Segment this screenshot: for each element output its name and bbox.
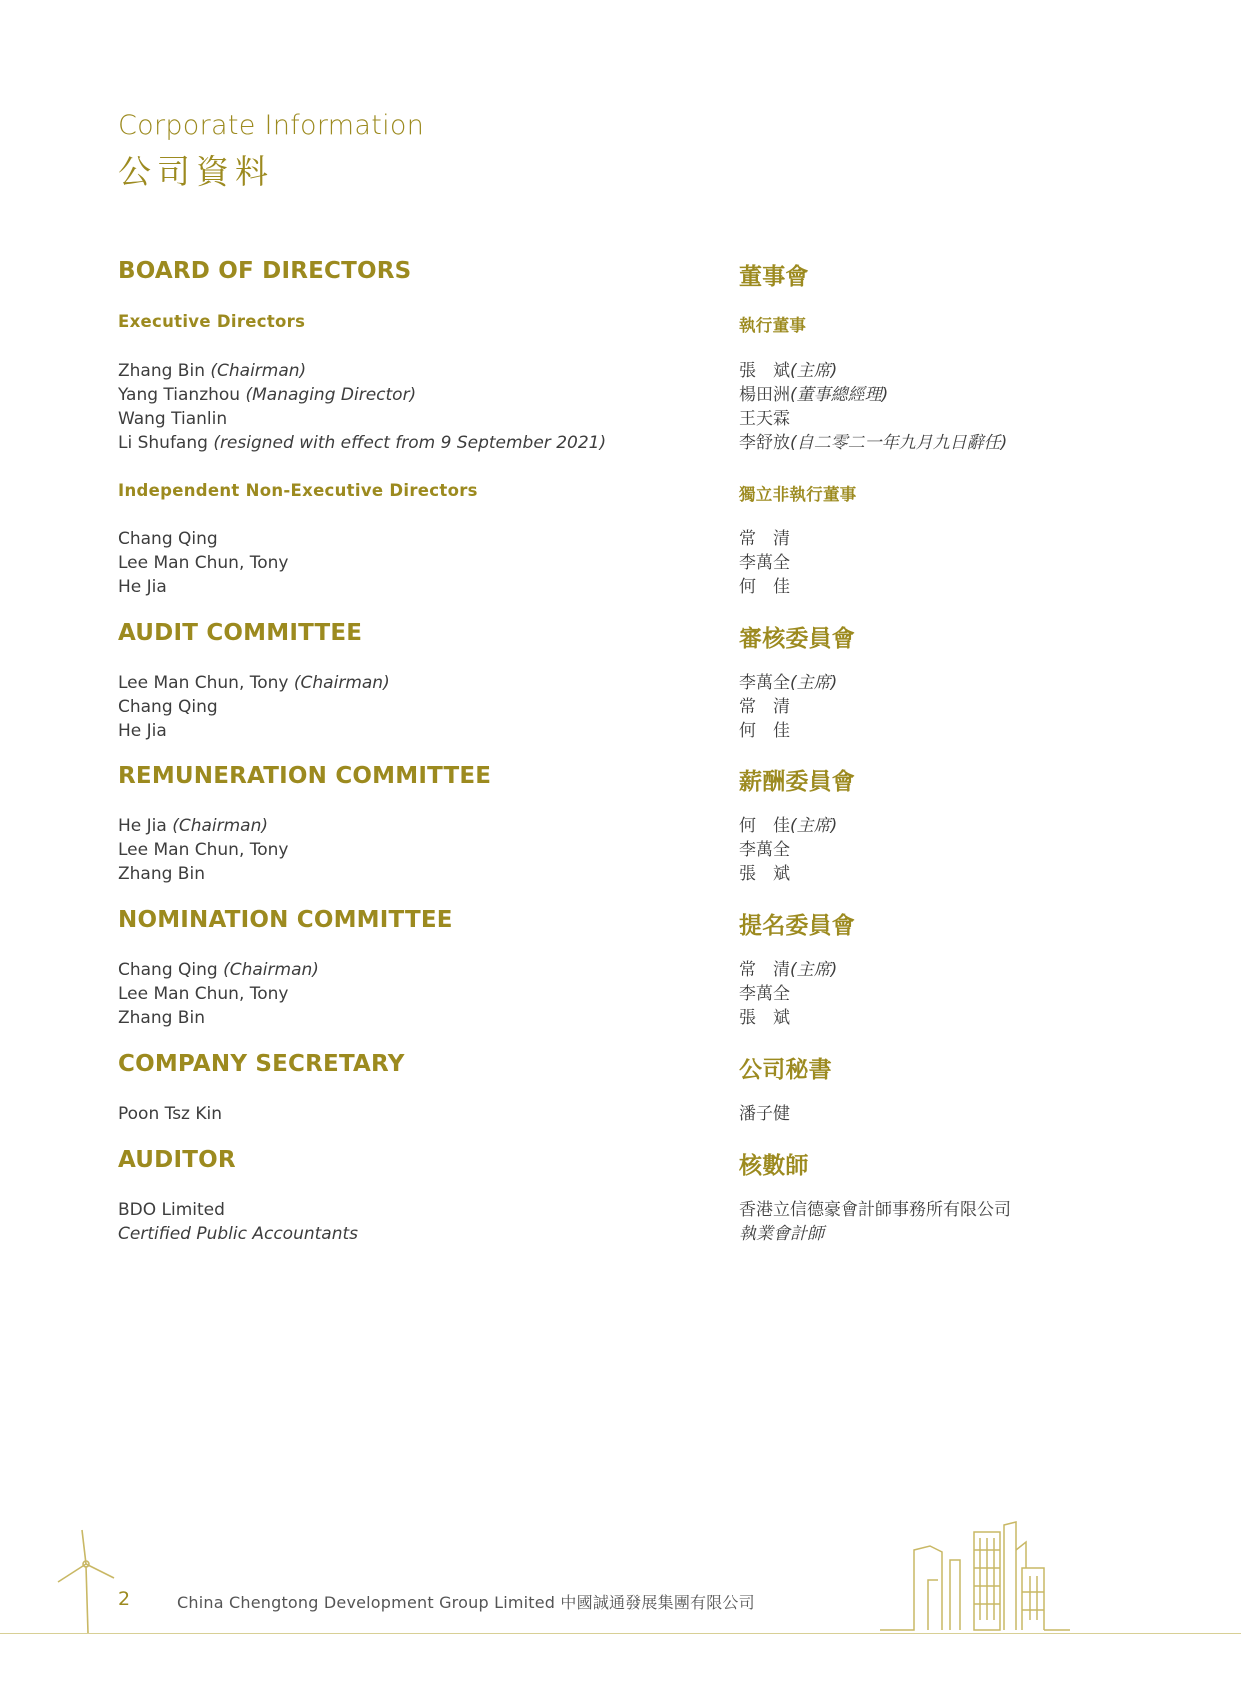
- remuneration-member-3: Zhang Bin: [118, 864, 205, 884]
- exec-director-4: Li Shufang (resigned with effect from 9 September 2021): [118, 433, 607, 453]
- exec-director-zh-1: 張 斌(主席): [739, 361, 838, 381]
- exec-director-3: Wang Tianlin: [118, 409, 228, 429]
- ined-heading-en: Independent Non-Executive Directors: [118, 481, 478, 500]
- nomination-heading-en: NOMINATION COMMITTEE: [118, 907, 453, 933]
- remuneration-member-1: He Jia (Chairman): [118, 816, 269, 836]
- ined-heading-zh: 獨立非執行董事: [739, 485, 857, 504]
- city-buildings-icon: [880, 1520, 1100, 1635]
- exec-director-1: Zhang Bin (Chairman): [118, 361, 307, 381]
- secretary-name-zh: 潘子健: [739, 1104, 790, 1124]
- page-number: 2: [118, 1588, 131, 1610]
- board-heading-zh: 董事會: [739, 264, 809, 290]
- auditor-desc-zh: 執業會計師: [739, 1224, 824, 1244]
- audit-heading-zh: 審核委員會: [739, 626, 855, 652]
- ined-zh-2: 李萬全: [739, 553, 790, 573]
- board-heading-en: BOARD OF DIRECTORS: [118, 258, 412, 284]
- exec-director-zh-4: 李舒放(自二零二一年九月九日辭任): [739, 433, 1008, 453]
- remuneration-member-zh-1: 何 佳(主席): [739, 816, 838, 836]
- audit-member-zh-2: 常 清: [739, 697, 790, 717]
- exec-heading-zh: 執行董事: [739, 316, 807, 335]
- remuneration-heading-zh: 薪酬委員會: [739, 769, 855, 795]
- exec-heading-en: Executive Directors: [118, 312, 306, 331]
- remuneration-member-zh-3: 張 斌: [739, 864, 790, 884]
- nomination-member-zh-1: 常 清(主席): [739, 960, 838, 980]
- ined-zh-1: 常 清: [739, 529, 790, 549]
- remuneration-member-2: Lee Man Chun, Tony: [118, 840, 289, 860]
- audit-member-3: He Jia: [118, 721, 167, 741]
- audit-member-1: Lee Man Chun, Tony (Chairman): [118, 673, 390, 693]
- exec-director-zh-2: 楊田洲(董事總經理): [739, 385, 889, 405]
- remuneration-member-zh-2: 李萬全: [739, 840, 790, 860]
- auditor-desc: Certified Public Accountants: [118, 1224, 359, 1244]
- nomination-member-1: Chang Qing (Chairman): [118, 960, 319, 980]
- page-title-zh: 公司資料: [118, 152, 274, 191]
- nomination-heading-zh: 提名委員會: [739, 913, 855, 939]
- nomination-member-2: Lee Man Chun, Tony: [118, 984, 289, 1004]
- nomination-member-zh-2: 李萬全: [739, 984, 790, 1004]
- auditor-name-zh: 香港立信德豪會計師事務所有限公司: [739, 1200, 1011, 1220]
- wind-turbine-icon: [52, 1528, 132, 1636]
- auditor-name: BDO Limited: [118, 1200, 225, 1220]
- remuneration-heading-en: REMUNERATION COMMITTEE: [118, 763, 492, 789]
- ined-2: Lee Man Chun, Tony: [118, 553, 289, 573]
- audit-member-zh-3: 何 佳: [739, 721, 790, 741]
- nomination-member-3: Zhang Bin: [118, 1008, 205, 1028]
- page-title-en: Corporate Information: [118, 110, 425, 141]
- audit-member-2: Chang Qing: [118, 697, 218, 717]
- ined-zh-3: 何 佳: [739, 577, 790, 597]
- ined-3: He Jia: [118, 577, 167, 597]
- footer-divider: [0, 1633, 1241, 1634]
- exec-director-zh-3: 王天霖: [739, 409, 790, 429]
- secretary-heading-zh: 公司秘書: [739, 1057, 832, 1083]
- secretary-name: Poon Tsz Kin: [118, 1104, 223, 1124]
- audit-member-zh-1: 李萬全(主席): [739, 673, 838, 693]
- auditor-heading-zh: 核數師: [739, 1153, 809, 1179]
- footer-company-name: China Chengtong Development Group Limited 中國誠通發展集團有限公司: [177, 1593, 755, 1612]
- ined-1: Chang Qing: [118, 529, 218, 549]
- nomination-member-zh-3: 張 斌: [739, 1008, 790, 1028]
- audit-heading-en: AUDIT COMMITTEE: [118, 620, 363, 646]
- exec-director-2: Yang Tianzhou (Managing Director): [118, 385, 417, 405]
- auditor-heading-en: AUDITOR: [118, 1147, 236, 1173]
- secretary-heading-en: COMPANY SECRETARY: [118, 1051, 405, 1077]
